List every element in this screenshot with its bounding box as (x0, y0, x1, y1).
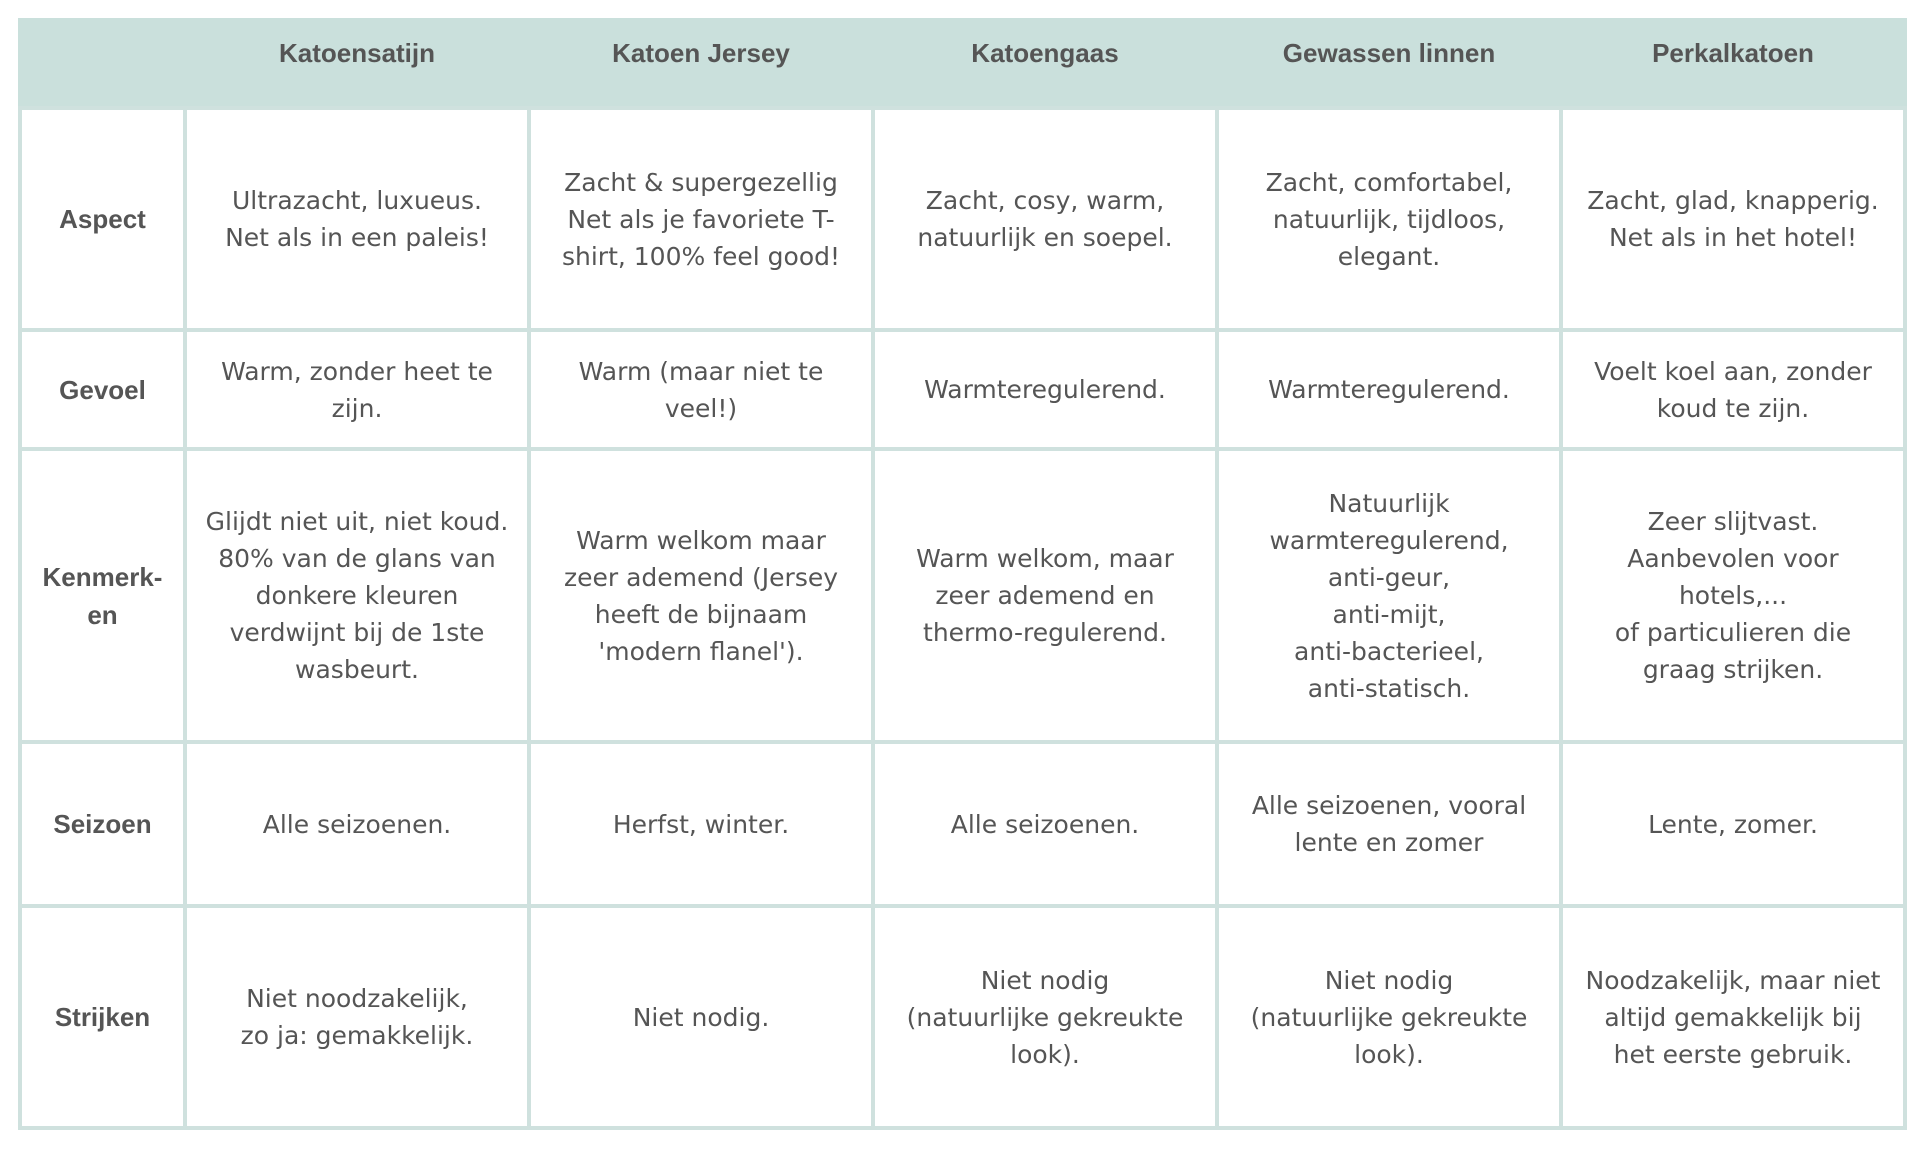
table-row-gevoel (20, 330, 1905, 449)
row-label-kenmerken: Kenmerk- en (20, 449, 185, 742)
table-cell: Noodzakelijk, maar niet altijd gemakkelijk bij het eerste gebruik. (1561, 906, 1905, 1128)
table-cell: Zacht, comfortabel, natuurlijk, tijdloos, elegant. (1217, 108, 1561, 330)
table-row-seizoen (20, 742, 1905, 906)
fabric-comparison-table-wrapper (18, 18, 1903, 1130)
table-cell: Niet nodig. (529, 906, 873, 1128)
table-cell: Natuurlijk warmteregulerend, anti-geur, anti-mijt, anti-bacterieel, anti-statisch. (1217, 449, 1561, 742)
table-cell: Zeer slijtvast. Aanbevolen voor hotels,... of particulieren die graag strijken. (1561, 449, 1905, 742)
row-label-aspect: Aspect (20, 108, 185, 330)
row-label-gevoel: Gevoel (20, 330, 185, 449)
column-header-perkalkatoen: Perkalkatoen (1561, 20, 1905, 108)
table-row-aspect (20, 108, 1905, 330)
table-cell: Glijdt niet uit, niet koud. 80% van de glans van donkere kleuren verdwijnt bij de 1ste wasbeurt. (185, 449, 529, 742)
table-row-kenmerken (20, 449, 1905, 742)
table-header (20, 20, 1905, 108)
table-cell: Warm welkom maar zeer ademend (Jersey heeft de bijnaam 'modern flanel'). (529, 449, 873, 742)
table-cell: Voelt koel aan, zonder koud te zijn. (1561, 330, 1905, 449)
table-cell: Niet nodig (natuurlijke gekreukte look). (873, 906, 1217, 1128)
table-cell: Warm, zonder heet te zijn. (185, 330, 529, 449)
table-cell: Lente, zomer. (1561, 742, 1905, 906)
table-cell: Warmteregulerend. (1217, 330, 1561, 449)
table-cell: Warm (maar niet te veel!) (529, 330, 873, 449)
column-header-katoengaas: Katoengaas (873, 20, 1217, 108)
table-cell: Zacht, cosy, warm, natuurlijk en soepel. (873, 108, 1217, 330)
table-cell: Alle seizoenen, vooral lente en zomer (1217, 742, 1561, 906)
table-cell: Niet noodzakelijk, zo ja: gemakkelijk. (185, 906, 529, 1128)
table-body (20, 108, 1905, 1128)
table-cell: Alle seizoenen. (185, 742, 529, 906)
table-cell: Alle seizoenen. (873, 742, 1217, 906)
header-corner-cell (20, 20, 185, 108)
table-cell: Niet nodig (natuurlijke gekreukte look). (1217, 906, 1561, 1128)
table-cell: Ultrazacht, luxueus. Net als in een paleis! (185, 108, 529, 330)
table-cell: Warm welkom, maar zeer ademend en thermo-regulerend. (873, 449, 1217, 742)
table-cell: Herfst, winter. (529, 742, 873, 906)
table-cell: Zacht & supergezellig Net als je favoriete T- shirt, 100% feel good! (529, 108, 873, 330)
header-row (20, 20, 1905, 108)
table-cell: Zacht, glad, knapperig. Net als in het hotel! (1561, 108, 1905, 330)
row-label-strijken: Strijken (20, 906, 185, 1128)
column-header-gewassen-linnen: Gewassen linnen (1217, 20, 1561, 108)
fabric-comparison-table (18, 18, 1907, 1130)
table-cell: Warmteregulerend. (873, 330, 1217, 449)
column-header-katoen-jersey: Katoen Jersey (529, 20, 873, 108)
table-row-strijken (20, 906, 1905, 1128)
row-label-seizoen: Seizoen (20, 742, 185, 906)
column-header-katoensatijn: Katoensatijn (185, 20, 529, 108)
